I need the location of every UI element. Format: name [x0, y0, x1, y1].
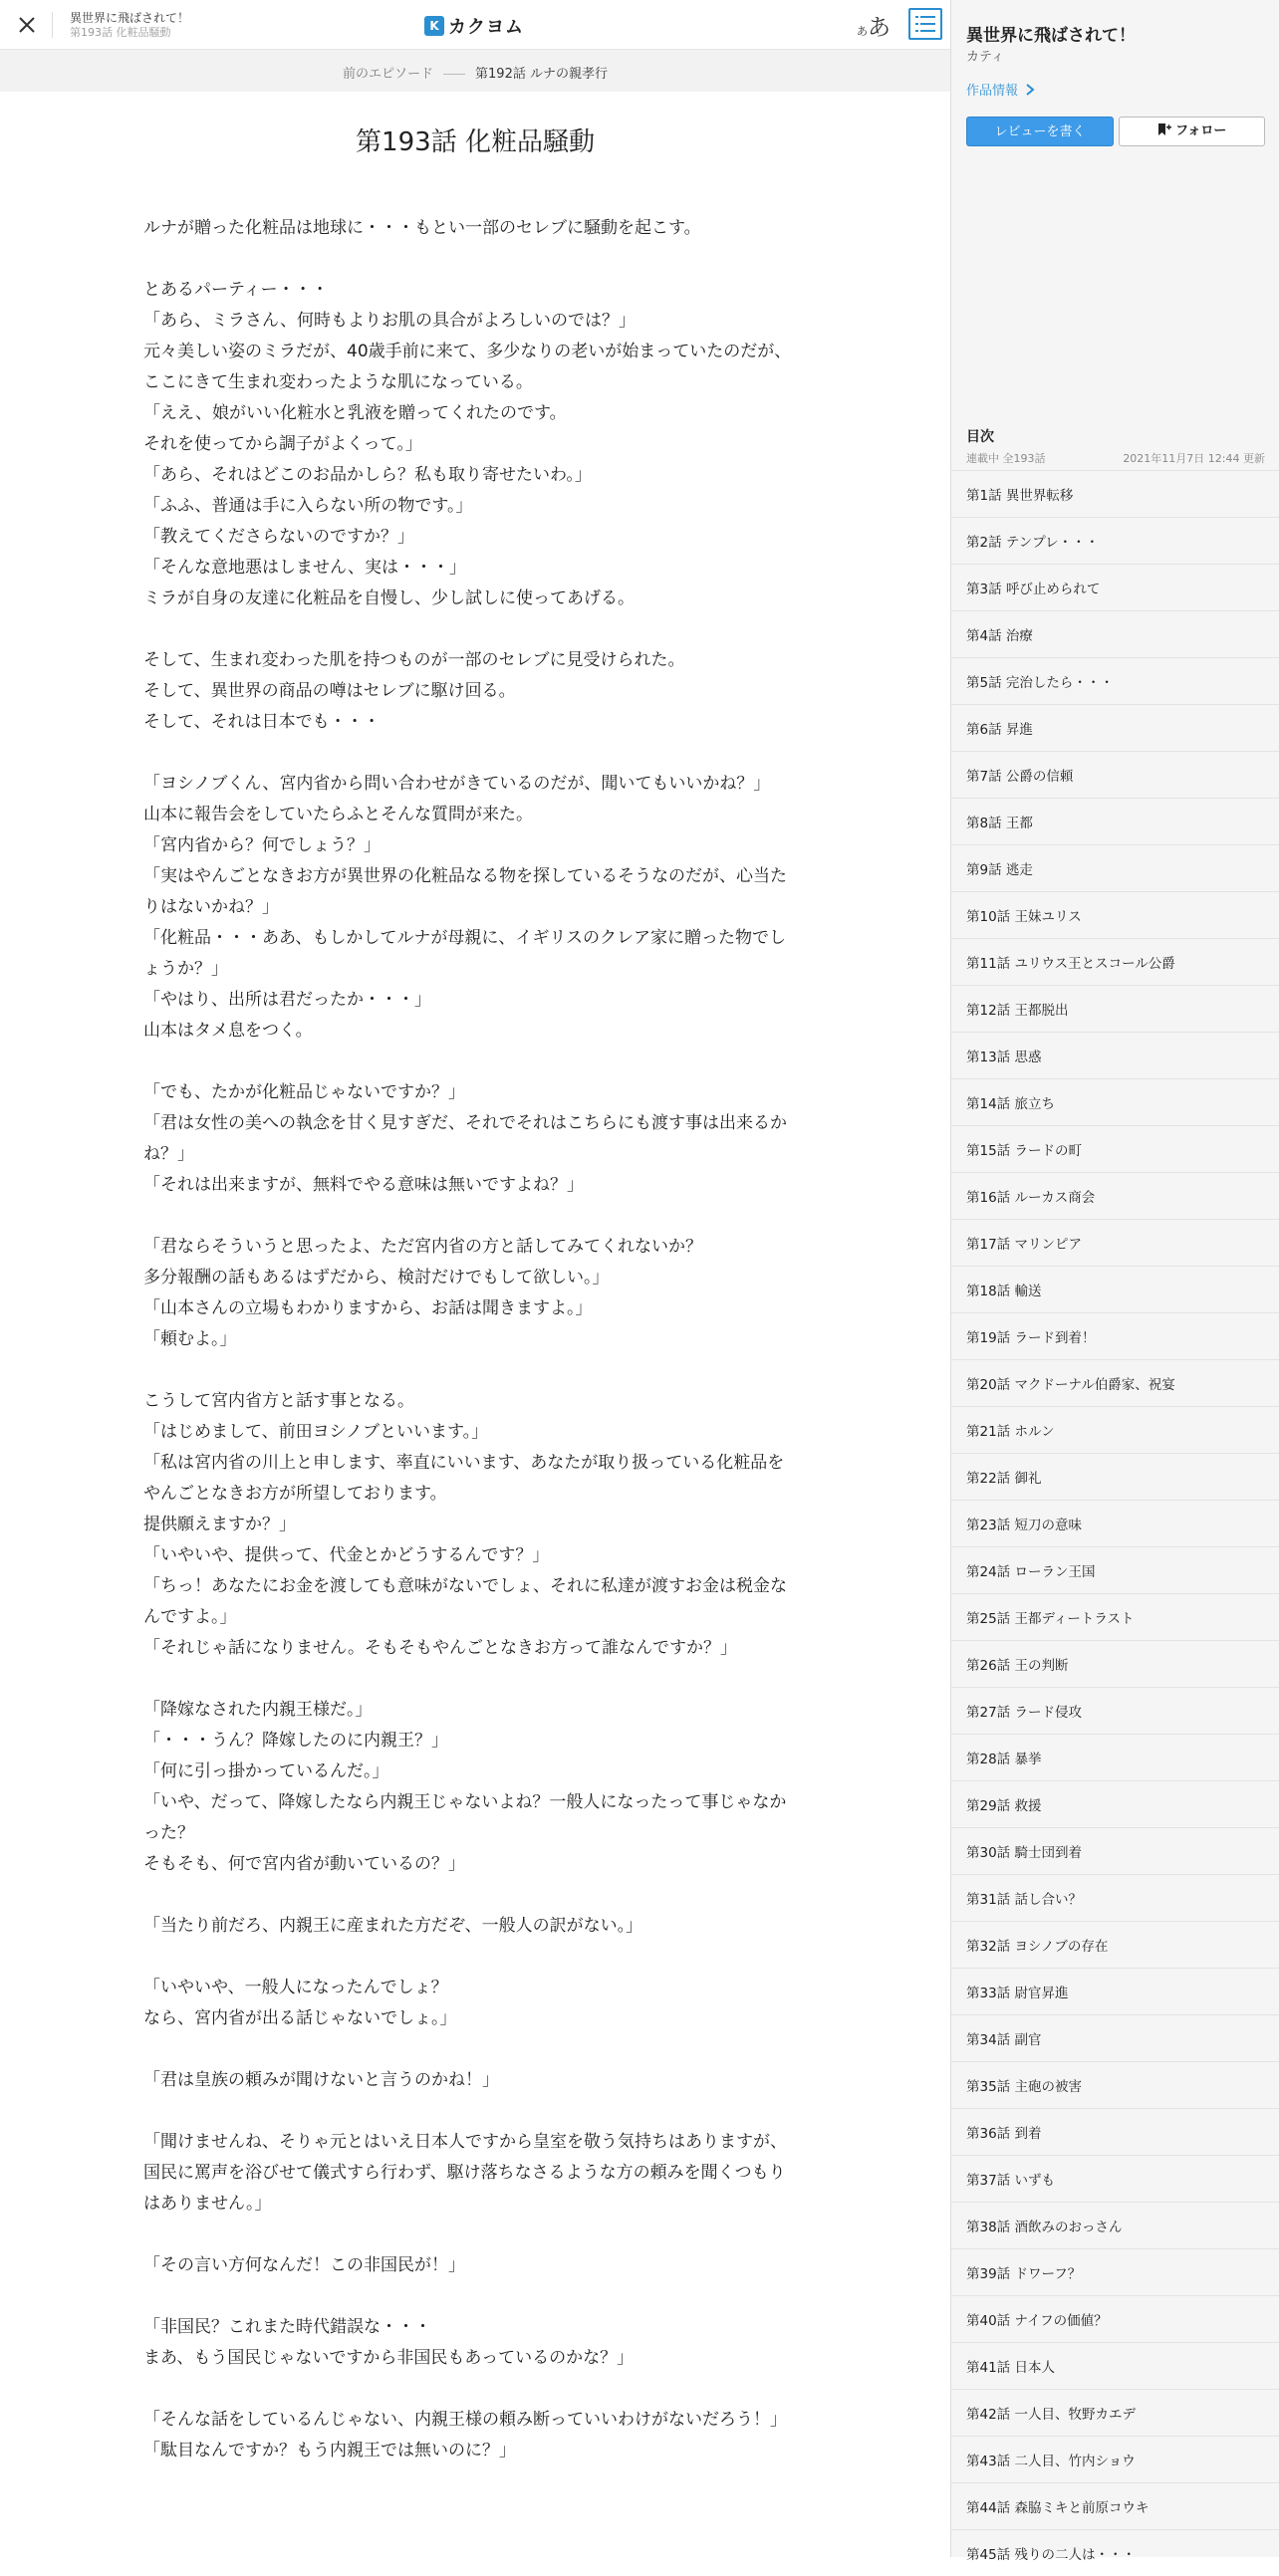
toc-item[interactable]: 第35話 主砲の被害	[951, 2061, 1279, 2108]
toc-item[interactable]: 第27話 ラード侵攻	[951, 1687, 1279, 1734]
episode-line: 山本に報告会をしていたらふとそんな質問が来た。	[143, 805, 533, 824]
logo-text: カクヨム	[448, 17, 524, 38]
episode-line: 「山本さんの立場もわかりますから、お話は聞きますよ。」	[143, 1298, 593, 1318]
font-size-button[interactable]	[857, 9, 891, 42]
toc-item[interactable]: 第34話 副官	[951, 2014, 1279, 2061]
prev-episode-link[interactable]	[0, 63, 950, 82]
episode-line	[143, 1201, 793, 1232]
toc-item[interactable]: 第36話 到着	[951, 2108, 1279, 2155]
toc-item[interactable]: 第23話 短刀の意味	[951, 1500, 1279, 1546]
episode-line: とあるパーティー・・・	[143, 280, 329, 300]
episode-line: 「いや、だって、降嫁したなら内親王じゃないよね？一般人になったって事じゃなかった？	[143, 1792, 787, 1843]
episode-line: 「あら、ミラさん、何時もよりお肌の具合がよろしいのでは？」	[143, 311, 637, 331]
toc-item[interactable]: 第4話 治療	[951, 610, 1279, 657]
logo-mark-icon: K	[424, 16, 444, 36]
follow-button[interactable]	[1119, 117, 1265, 146]
episode-line	[143, 2220, 793, 2250]
toc-item[interactable]: 第14話 旅立ち	[951, 1078, 1279, 1125]
toc-item[interactable]: 第40話 ナイフの価値？	[951, 2295, 1279, 2342]
episode-line: 国民に罵声を浴びせて儀式すら行わず、駆け落ちなさるような方の頼みを聞くつもりはありません。」	[143, 2163, 786, 2214]
toc-toggle-button[interactable]	[908, 8, 942, 40]
list-icon	[915, 15, 935, 33]
header-bar	[0, 0, 950, 50]
toc-item[interactable]: 第44話 森脇ミキと前原コウキ	[951, 2482, 1279, 2529]
close-icon[interactable]	[12, 10, 42, 40]
toc-list	[951, 470, 1279, 2576]
episode-line: 山本はタメ息をつく。	[143, 1021, 313, 1041]
episode-nav	[0, 50, 950, 92]
kakuyomu-logo[interactable]	[424, 13, 524, 39]
toc-item[interactable]: 第24話 ローラン王国	[951, 1546, 1279, 1593]
toc-item[interactable]: 第37話 いずも	[951, 2155, 1279, 2202]
episode-line: 「宮内省から？何でしょう？」	[143, 835, 381, 855]
episode-line: 「当たり前だろ、内親王に産まれた方だぞ、一般人の訳がない。」	[143, 1916, 643, 1936]
toc-item[interactable]: 第6話 昇進	[951, 704, 1279, 751]
toc-item[interactable]: 第32話 ヨシノブの存在	[951, 1921, 1279, 1968]
episode-line: 提供願えますか？」	[143, 1515, 296, 1534]
toc-item[interactable]: 第38話 酒飲みのおっさん	[951, 2202, 1279, 2248]
toc-item[interactable]: 第11話 ユリウス王とスコール公爵	[951, 938, 1279, 985]
episode-line: 「ちっ！あなたにお金を渡しても意味がないでしょ、それに私達が渡すお金は税金なんですよ。」	[143, 1576, 787, 1627]
toc-item[interactable]: 第15話 ラードの町	[951, 1125, 1279, 1172]
sidebar-work-title[interactable]: 異世界に飛ばされて！	[966, 26, 1136, 46]
toc-item[interactable]: 第28話 暴挙	[951, 1734, 1279, 1780]
episode-line	[143, 1355, 793, 1386]
episode-line: 「いやいや、一般人になったんでしょ？	[143, 1978, 448, 1997]
header-episode-title: 第193話 化粧品騒動	[70, 26, 171, 39]
episode-line: 「ええ、娘がいい化粧水と乳液を贈ってくれたのです。	[143, 403, 567, 423]
episode-line: 「そんな意地悪はしません、実は・・・」	[143, 558, 467, 578]
episode-line: 「いやいや、提供って、代金とかどうするんです？」	[143, 1545, 550, 1565]
toc-item[interactable]: 第39話 ドワーフ？	[951, 2248, 1279, 2295]
episode-line: そして、異世界の商品の噂はセレブに駆け回る。	[143, 681, 516, 701]
episode-line	[143, 2034, 793, 2065]
toc-item[interactable]: 第17話 マリンピア	[951, 1219, 1279, 1266]
toc-item[interactable]: 第16話 ルーカス商会	[951, 1172, 1279, 1219]
episode-line: 「教えてくださらないのですか？」	[143, 527, 414, 547]
episode-line: なら、宮内省が出る話じゃないでしょ。」	[143, 2008, 457, 2028]
sidebar	[950, 0, 1279, 2563]
toc-item[interactable]: 第26話 王の判断	[951, 1640, 1279, 1687]
toc-item[interactable]: 第5話 完治したら・・・	[951, 657, 1279, 704]
toc-item[interactable]: 第2話 テンプレ・・・	[951, 517, 1279, 564]
episode-line	[143, 2281, 793, 2312]
episode-line: 元々美しい姿のミラだが、40歳手前に来て、多少なりの老いが始まっていたのだが、ここにきて生まれ変わったような肌になっている。	[143, 342, 792, 392]
episode-line: 「でも、たかが化粧品じゃないですか？」	[143, 1082, 465, 1102]
toc-item[interactable]: 第31話 話し合い？	[951, 1874, 1279, 1921]
nav-separator	[443, 74, 465, 75]
toc-item[interactable]: 第8話 王都	[951, 798, 1279, 844]
toc-item[interactable]: 第1話 異世界転移	[951, 470, 1279, 517]
toc-updated: 2021年11月7日 12:44 更新	[1123, 452, 1265, 465]
episode-line	[143, 1880, 793, 1911]
toc-item[interactable]: 第41話 日本人	[951, 2342, 1279, 2389]
episode-line: ミラが自身の友達に化粧品を自慢し、少し試しに使ってあげる。	[143, 588, 635, 608]
episode-line	[143, 614, 793, 645]
episode-line	[143, 738, 793, 769]
sidebar-author[interactable]: カティ	[966, 50, 1004, 65]
episode-line: それを使ってから調子がよくって。」	[143, 434, 422, 454]
episode-line: 「何に引っ掛かっているんだ。」	[143, 1761, 389, 1781]
write-review-button[interactable]: レビューを書く	[966, 117, 1114, 146]
prev-episode-title: 第192話 ルナの親孝行	[475, 67, 608, 82]
episode-line: 「私は宮内省の川上と申します、率直にいいます、あなたが取り扱っている化粧品をやんごとなきお方が所望しております。	[143, 1453, 785, 1504]
episode-line: 「頼むよ。」	[143, 1329, 237, 1349]
episode-line: 「やはり、出所は君だったか・・・」	[143, 990, 431, 1010]
header-work-title[interactable]: 異世界に飛ばされて！	[70, 11, 190, 25]
episode-line	[143, 1664, 793, 1695]
toc-item[interactable]: 第9話 逃走	[951, 844, 1279, 891]
bookmark-plus-icon	[1157, 123, 1171, 135]
episode-body	[143, 213, 793, 2466]
episode-line: 「聞けませんね、そりゃ元とはいえ日本人ですから皇室を敬う気持ちはありますが、	[143, 2132, 787, 2152]
episode-line: 「それじゃ話になりません。そもそもやんごとなきお方って誰なんですか？」	[143, 1638, 738, 1658]
episode-line	[143, 244, 793, 275]
toc-item[interactable]: 第22話 御礼	[951, 1453, 1279, 1500]
close-button[interactable]	[12, 10, 42, 40]
toc-item[interactable]: 第13話 思惑	[951, 1032, 1279, 1078]
font-size-large-glyph: あ	[868, 15, 891, 41]
follow-label: フォロー	[1175, 123, 1227, 138]
episode-line: こうして宮内省方と話す事となる。	[143, 1391, 414, 1411]
episode-line: 「そんな話をしているんじゃない、内親王様の頼み断っていいわけがないだろう！」	[143, 2410, 787, 2430]
episode-line: 「君は皇族の頼みが聞けないと言うのかね！」	[143, 2070, 499, 2090]
episode-line: 「はじめまして、前田ヨシノブといいます。」	[143, 1422, 489, 1442]
work-info-link[interactable]	[966, 80, 1035, 99]
episode-line	[143, 2374, 793, 2405]
episode-line	[143, 2096, 793, 2127]
toc-item[interactable]: 第10話 王妹ユリス	[951, 891, 1279, 938]
episode-line: 「化粧品・・・ああ、もしかしてルナが母親に、イギリスのクレア家に贈った物でしょうか？」	[143, 928, 786, 979]
episode-line: 「君は女性の美への執念を甘く見すぎだ、それでそれはこちらにも渡す事は出来るかね？」	[143, 1113, 787, 1164]
episode-line: 「あら、それはどこのお品かしら？私も取り寄せたいわ。」	[143, 465, 592, 485]
toc-item[interactable]: 第42話 一人目、牧野カエデ	[951, 2389, 1279, 2436]
episode-line: 「ふふ、普通は手に入らない所の物です。」	[143, 496, 473, 516]
episode-line: 「駄目なんですか？もう内親王では無いのに？」	[143, 2441, 516, 2460]
episode-line: まあ、もう国民じゃないですから非国民もあっているのかな？」	[143, 2348, 635, 2368]
episode-line: 「それは出来ますが、無料でやる意味は無いですよね？」	[143, 1175, 584, 1195]
toc-item[interactable]: 第30話 騎士団到着	[951, 1827, 1279, 1874]
episode-line: ルナが贈った化粧品は地球に・・・もとい一部のセレブに騒動を起こす。	[143, 218, 701, 238]
toc-item[interactable]: 第25話 王都ディートラスト	[951, 1593, 1279, 1640]
toc-heading: 目次	[966, 429, 994, 445]
episode-line: 「実はやんごとなきお方が異世界の化粧品なる物を探しているそうなのだが、心当たりはないかね？」	[143, 866, 787, 917]
episode-line: そもそも、何で宮内省が動いているの？」	[143, 1854, 465, 1874]
toc-status: 連載中 全193話	[966, 452, 1046, 465]
toc-item[interactable]: 第29話 救援	[951, 1780, 1279, 1827]
episode-line: 「ヨシノブくん、宮内省から問い合わせがきているのだが、聞いてもいいかね？」	[143, 774, 771, 794]
header-titles	[70, 11, 189, 40]
toc-item[interactable]: 第7話 公爵の信頼	[951, 751, 1279, 798]
episode-line: そして、生まれ変わった肌を持つものが一部のセレブに見受けられた。	[143, 650, 685, 670]
toc-item[interactable]: 第20話 マクドーナル伯爵家、祝宴	[951, 1359, 1279, 1406]
chevron-right-icon	[1025, 84, 1035, 96]
toc-item[interactable]: 第18話 輸送	[951, 1266, 1279, 1312]
toc-item[interactable]: 第21話 ホルン	[951, 1406, 1279, 1453]
episode-title: 第193話 化粧品騒動	[356, 127, 595, 157]
toc-item[interactable]: 第12話 王都脱出	[951, 985, 1279, 1032]
episode-line: 「非国民？これまた時代錯誤な・・・	[143, 2317, 431, 2337]
header-divider	[52, 12, 53, 38]
toc-item[interactable]: 第19話 ラード到着！	[951, 1312, 1279, 1359]
episode-line: 「・・・うん？降嫁したのに内親王？」	[143, 1731, 448, 1751]
episode-line: そして、それは日本でも・・・	[143, 712, 381, 732]
prev-episode-label: 前のエピソード	[343, 67, 434, 82]
toc-item[interactable]: 第3話 呼び止められて	[951, 564, 1279, 610]
work-info-label: 作品情報	[966, 84, 1019, 99]
episode-line	[143, 1047, 793, 1077]
toc-item[interactable]: 第43話 二人目、竹内ショウ	[951, 2436, 1279, 2482]
toc-item[interactable]: 第45話 残りの二人は・・・	[951, 2529, 1279, 2576]
episode-line: 「君ならそういうと思ったよ、ただ宮内省の方と話してみてくれないか？	[143, 1237, 702, 1257]
episode-line: 「その言い方何なんだ！この非国民が！」	[143, 2255, 465, 2275]
episode-line: 多分報酬の話もあるはずだから、検討だけでもして欲しい。」	[143, 1268, 610, 1288]
episode-line	[143, 1942, 793, 1973]
toc-item[interactable]: 第33話 尉官昇進	[951, 1968, 1279, 2014]
font-size-small-glyph: あ	[857, 25, 868, 38]
episode-line: 「降嫁なされた内親王様だ。」	[143, 1700, 373, 1720]
